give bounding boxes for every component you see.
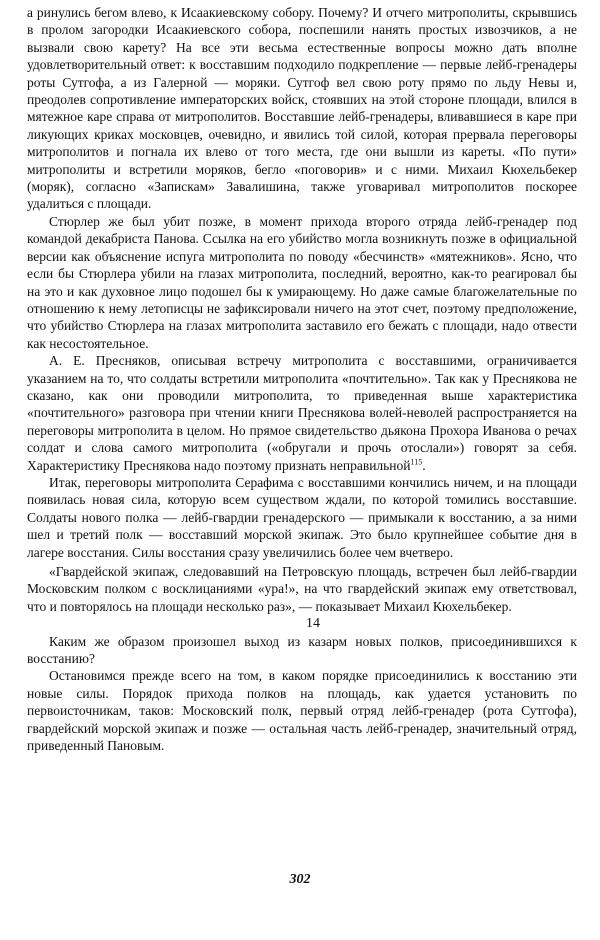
presnyakov-text: А. Е. Пресняков, описывая встречу митрополита с восставшими, ограничивается указанием на то, что солдаты встретили митрополита «почтительно». Так как у Преснякова не сказано, как они проводили митрополита, то приведенная выше характеристика «почтительного» разговора при чтении книги Преснякова волей-неволей распространяется на переговоры митрополита в целом. Но прямое свидетельство дьякона Прохора Иванова о речах солдат и слова самого митрополита («обругали и прочь отослали») говорят за себя. Характеристику Преснякова надо поэтому признать неправильной [27,353,577,473]
paragraph-quote-kuchelbecker: «Гвардейской экипаж, следовавший на Петровскую площадь, встречен был лейб-гвардии Московским полком с восклицаниями «ура!», на что гвардейский экипаж ему ответствовал, что и повторялось на площади несколько раз», — показывает Михаил Кюхельбекер. [27,564,577,614]
presnyakov-end: . [422,457,426,473]
paragraph-order-of-arrival: Остановимся прежде всего на том, в каком порядке присоединились к восстанию эти новые силы. Порядок прихода полков на площадь, как удается установить по первоисточникам, таков: Московский полк, первый отряд лейб-гренадер (рота Сутгофа), гвардейский морской экипаж и позже — остальная часть лейб-гренадер, значительный отряд, приведенный Пановым. [27,668,577,754]
section-number: 14 [306,616,320,632]
paragraph-presnyakov [27,352,577,474]
page-number: 302 [289,872,311,887]
footnote-ref: 115 [410,457,423,467]
body-text [27,4,577,754]
paragraph-sturler: Стюрлер же был убит позже, в момент прихода второго отряда лейб-гренадер под командой декабриста Панова. Ссылка на его убийство могла возникнуть позже в официальной версии как объяснение испуга митрополита по поводу «бесчинств» «мятежников». Ясно, что если бы Стюрлера убили на глазах митрополита, последний, вероятно, как-то реагировал бы на это и как духовное лицо подошел бы к умирающему. Но даже самые благожелательные по отношению к нему летописцы не зафиксировали ничего на этот счет, поэтому предположение, что убийство Стюрлера на глазах митрополита заставило его бежать с площади, надо отвести как несостоятельное. [27,213,577,351]
paragraph-metropolitans-flight: а ринулись бегом влево, к Исаакиевскому собору. Почему? И отчего митрополиты, скрывшись в пролом загородки Исаакиевского собора, поспешили нанять простых извозчиков, а не вызвали свою карету? На все эти весьма естественные вопросы можно дать вполне удовлетворительный ответ: к восставшим подходило подкрепление — первые лейб-гренадеры роты Сутгофа, а из Галерной — моряки. Сутгоф вел свою роту прямо по льду Невы и, преодолев сопротивление императорских войск, стоявших на этой стороне площади, влился в мятежное каре справа от митрополитов. Восставшие лейб-гренадеры, вливавшиеся в каре при ликующих криках московцев, очевидно, и явились той силой, которая прервала переговоры митрополитов и погнала их влево от того места, где они вышли из кареты. «По пути» митрополиты и встретили моряков, бегло «поговорив» и с ними. Михаил Кюхельбекер (моряк), согласно «Запискам» Завалишина, также уговаривал митрополитов поскорее удалиться с площади. [27,5,577,212]
paragraph-new-force: Итак, переговоры митрополита Серафима с восставшими кончились ничем, и на площади появилась новая сила, которую всем существом ждали, по которой томились восставшие. Солдаты нового полка — лейб-гвардии гренадерского — примыкали к восстанию, а за ними шел и третий полк — восставший морской экипаж. Это было крупнейшее событие дня в лагере восстания. Силы восстания сразу увеличились более чем вчетверо. [27,474,577,560]
paragraph-question: Каким же образом произошел выход из казарм новых полков, присоединившихся к восстанию? [27,633,577,667]
